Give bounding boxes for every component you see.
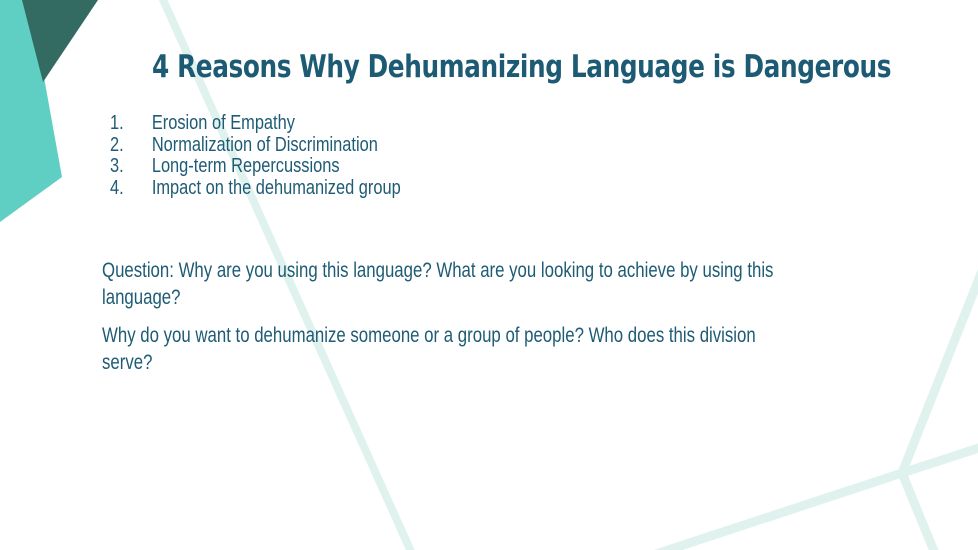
paragraph-line: serve? xyxy=(102,351,153,374)
question-paragraph-2 xyxy=(102,322,773,376)
paragraph-line: Question: Why are you using this language? What are you looking to achieve by using this xyxy=(102,259,774,282)
list-item-number: 3. xyxy=(110,155,124,178)
question-text-block xyxy=(102,257,941,387)
list-item-number: 1. xyxy=(110,112,124,134)
list-item xyxy=(110,113,401,135)
paragraph-line: language? xyxy=(102,286,181,309)
slide-title: 4 Reasons Why Dehumanizing Language is Dangerous xyxy=(152,49,892,85)
list-item-label: Impact on the dehumanized group xyxy=(151,176,401,199)
paragraph-line: Why do you want to dehumanize someone or a group of people? Who does this division xyxy=(102,324,756,347)
list-item-number: 4. xyxy=(110,176,124,199)
question-paragraph-1 xyxy=(102,257,773,311)
list-item xyxy=(110,178,401,200)
list-item-label: Erosion of Empathy xyxy=(151,112,295,134)
list-item xyxy=(110,156,401,178)
list-item xyxy=(110,135,401,157)
list-item-number: 2. xyxy=(110,133,124,156)
list-item-label: Normalization of Discrimination xyxy=(151,133,378,156)
reasons-list xyxy=(110,113,401,199)
list-item-label: Long-term Repercussions xyxy=(151,155,340,178)
